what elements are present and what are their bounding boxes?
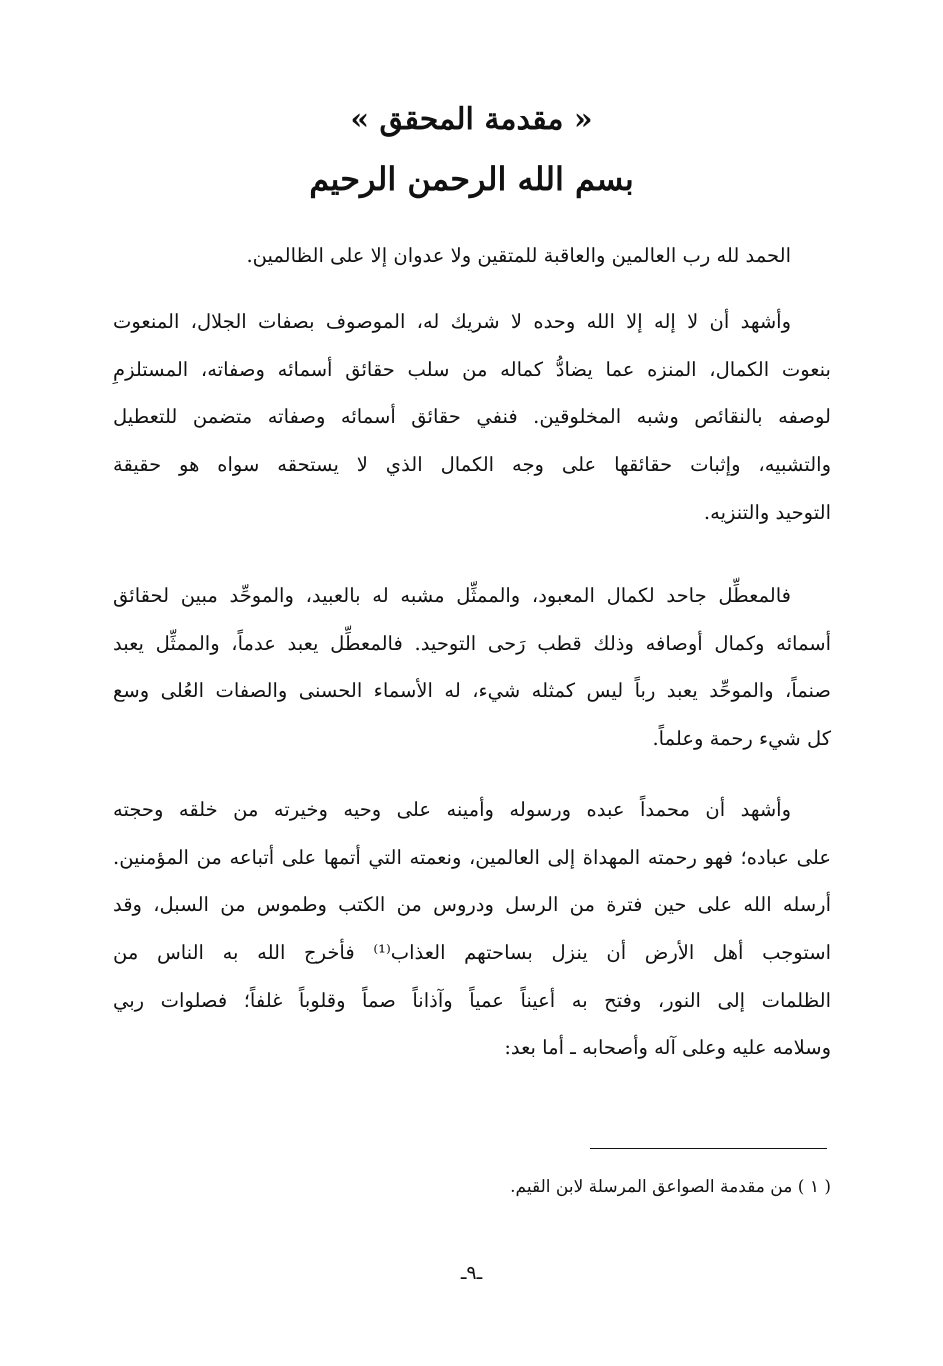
text-line: الظلمات إلى النور، وفتح به أعيناً عمياً وآذاناً صماً وقلوباً غلفاً؛ فصلوات ربي [113, 988, 831, 1012]
text-line: والتشبيه، وإثبات حقائقها على وجه الكمال الذي لا يستحقه سواه هو حقيقة [113, 453, 831, 477]
text-line: وأشهد أن لا إله إلا الله وحده لا شريك له، الموصوف بصفات الجلال، المنعوت [113, 310, 791, 333]
footnote: ( ١ ) من مقدمة الصواعق المرسلة لابن القيم. [510, 1177, 831, 1197]
text-line: التوحيد والتنزيه. [703, 500, 831, 524]
text-line: وأشهد أن محمداً عبده ورسوله وأمينه على وحيه وخيرته من خلقه وحجته [113, 798, 791, 821]
paragraph-2 [113, 298, 831, 536]
text-line: على عباده؛ فهو رحمته المهداة إلى العالمين، ونعمته التي أتمها على أتباعه من المؤمنين. [113, 845, 831, 869]
paragraph-4 [113, 786, 831, 1072]
page-heading: « مقدمة المحقق » [350, 102, 593, 137]
paragraph-3 [113, 572, 831, 763]
paragraph-1 [113, 232, 831, 280]
text-line: بنعوت الكمال، المنزه عما يضادُّ كماله من سلب حقائق أسمائه وصفاته، المستلزمِ [113, 357, 831, 381]
footnote-divider [590, 1148, 827, 1149]
text-line: لوصفه بالنقائص وشبه المخلوقين. فنفي حقائق أسمائه وصفاته متضمن للتعطيل [113, 405, 831, 429]
text-line: وسلامه عليه وعلى آله وأصحابه ـ أما بعد: [504, 1036, 831, 1060]
text-line: استوجب أهل الأرض أن ينزل بساحتهم العذاب⁽¹⁾ فأخرج الله به الناس من [113, 941, 831, 965]
text-line: فالمعطِّل جاحد لكمال المعبود، والممثِّل مشبه له بالعبيد، والموحِّد مبين لحقائق [113, 584, 791, 607]
page-number: ـ٩ـ [460, 1262, 483, 1284]
basmala: بسم الله الرحمن الرحيم [309, 160, 634, 198]
text-line: كل شيء رحمة وعلماً. [652, 727, 831, 751]
text-line: أسمائه وكمال أوصافه وذلك قطب رَحى التوحيد. فالمعطِّل يعبد عدماً، والممثِّل يعبد [113, 631, 831, 655]
text-line: الحمد لله رب العالمين والعاقبة للمتقين ولا عدوان إلا على الظالمين. [246, 244, 791, 267]
text-line: صنماً، والموحِّد يعبد رباً ليس كمثله شيء، له الأسماء الحسنى والصفات العُلى وسع [113, 679, 831, 703]
text-line: أرسله الله على حين فترة من الرسل ودروس من الكتب وطموس من السبل، وقد [113, 893, 831, 917]
